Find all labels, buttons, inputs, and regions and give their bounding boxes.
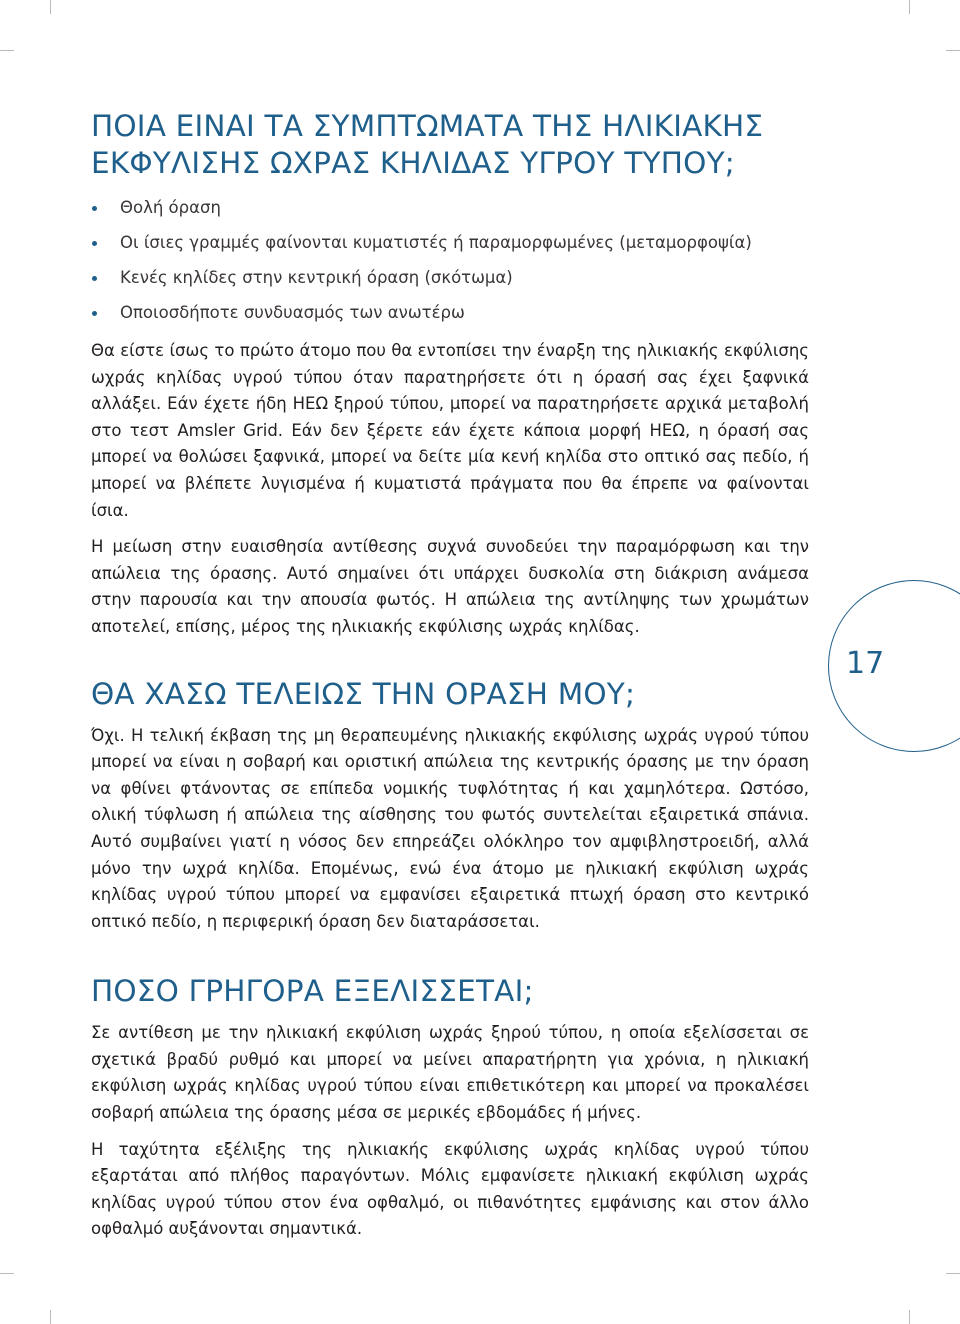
crop-mark <box>36 0 51 14</box>
paragraph-progression: Σε αντίθεση με την ηλικιακή εκφύλιση ωχράς ξηρού τύπου, η οποία εξελίσσεται σε σχετικά βραδύ ρυθμό και μπορεί να μείνει απαρατήρητη για χρόνια, η ηλικιακή εκφύλιση ωχράς κηλίδας υγρού τύπου είναι επιθετικότερη και μπορεί να προκαλέσει σοβαρή απώλεια της όρασης μέσα σε μερικές εβδομάδες ή μήνες. <box>91 1023 809 1123</box>
heading-lose-sight: ΘΑ ΧΑΣΩ ΤΕΛΕΙΩΣ ΤΗΝ ΟΡΑΣΗ ΜΟΥ; <box>91 676 636 711</box>
list-item: Θολή όραση <box>91 198 809 218</box>
list-item: Κενές κηλίδες στην κεντρική όραση (σκότωμα) <box>91 268 809 288</box>
crop-mark <box>946 1273 960 1288</box>
paragraph-speed: Η ταχύτητα εξέλιξης της ηλικιακής εκφύλισης ωχράς κηλίδας υγρού τύπου εξαρτάται από πλήθος παραγόντων. Μόλις εμφανίσετε ηλικιακή εκφύλιση ωχράς κηλίδας υγρού τύπου στον ένα οφθαλμό, οι πιθανότητες εμφάνισης και στον άλλο οφθαλμό αυξάνονται σημαντικά. <box>91 1139 809 1239</box>
crop-mark <box>909 0 924 14</box>
paragraph-contrast: Η μείωση στην ευαισθησία αντίθεσης συχνά συνοδεύει την παραμόρφωση και την απώλεια της όρασης. Αυτό σημαίνει ότι υπάρχει δυσκολία στη διάκριση ανάμεσα στην παρουσία και την απουσία φωτός. Η απώλεια της αντίληψης των χρωμάτων αποτελεί, επίσης, μέρος της ηλικιακής εκφύλισης ωχράς κηλίδας. <box>91 537 809 636</box>
crop-mark <box>909 1310 924 1324</box>
list-item: Οι ίσιες γραμμές φαίνονται κυματιστές ή παραμορφωμένες (μεταμορφοψία) <box>91 233 809 253</box>
crop-mark <box>0 1273 14 1288</box>
page-number: 17 <box>846 646 885 681</box>
crop-mark <box>36 1310 51 1324</box>
crop-mark <box>0 36 14 51</box>
paragraph-outcome: Όχι. Η τελική έκβαση της μη θεραπευμένης ηλικιακής εκφύλισης ωχράς υγρού τύπου μπορεί να είναι η σοβαρή και οριστική απώλεια της κεντρικής όρασης με την όραση να φθίνει φτάνοντας σε επίπεδα νομικής τυφλότητας ή και χαμηλότερα. Ωστόσο, ολική τύφλωση ή απώλεια της αίσθησης του φωτός συντελείται εξαιρετικά σπάνια. Αυτό συμβαίνει γιατί η νόσος δεν επηρεάζει ολόκληρο τον αμφιβληστροειδή, αλλά μόνο την ωχρά κηλίδα. Επομένως, ενώ ένα άτομο με ηλικιακή εκφύλιση ωχράς κηλίδας υγρού τύπου μπορεί να εμφανίσει εξαιρετικά πτωχή όραση στο κεντρικό οπτικό πεδίο, η περιφερική όραση δεν διαταράσσεται. <box>91 725 809 931</box>
page-content <box>91 108 809 1243</box>
heading-progression: ΠΟΣΟ ΓΡΗΓΟΡΑ ΕΞΕΛΙΣΣΕΤΑΙ; <box>91 974 534 1009</box>
paragraph-detection: Θα είστε ίσως το πρώτο άτομο που θα εντοπίσει την έναρξη της ηλικιακής εκφύλισης ωχράς κηλίδας υγρού τύπου όταν παρατηρήσετε ότι η όρασή σας έχει ξαφνικά αλλάξει. Εάν έχετε ήδη ΗΕΩ ξηρού τύπου, μπορεί να παρατηρήσετε αρχικά μεταβολή στο τεστ Amsler Grid. Εάν δεν ξέρετε εάν έχετε κάποια μορφή ΗΕΩ, η όρασή σας μπορεί να θολώσει ξαφνικά, μπορεί να δείτε μία κενή κηλίδα στο οπτικό σας πεδίο, ή μπορεί να βλέπετε λυγισμένα ή κυματιστά πράγματα που θα έπρεπε να φαίνονται ίσια. <box>91 341 809 520</box>
heading-symptoms: ΠΟΙΑ ΕΙΝΑΙ ΤΑ ΣΥΜΠΤΩΜΑΤΑ ΤΗΣ ΗΛΙΚΙΑΚΗΣ ΕΚΦΥΛΙΣΗΣ ΩΧΡΑΣ ΚΗΛΙΔΑΣ ΥΓΡΟΥ ΤΥΠΟΥ; <box>91 109 764 180</box>
list-item: Οποιοσδήποτε συνδυασμός των ανωτέρω <box>91 303 809 323</box>
symptoms-list <box>91 198 809 323</box>
crop-mark <box>946 36 960 51</box>
